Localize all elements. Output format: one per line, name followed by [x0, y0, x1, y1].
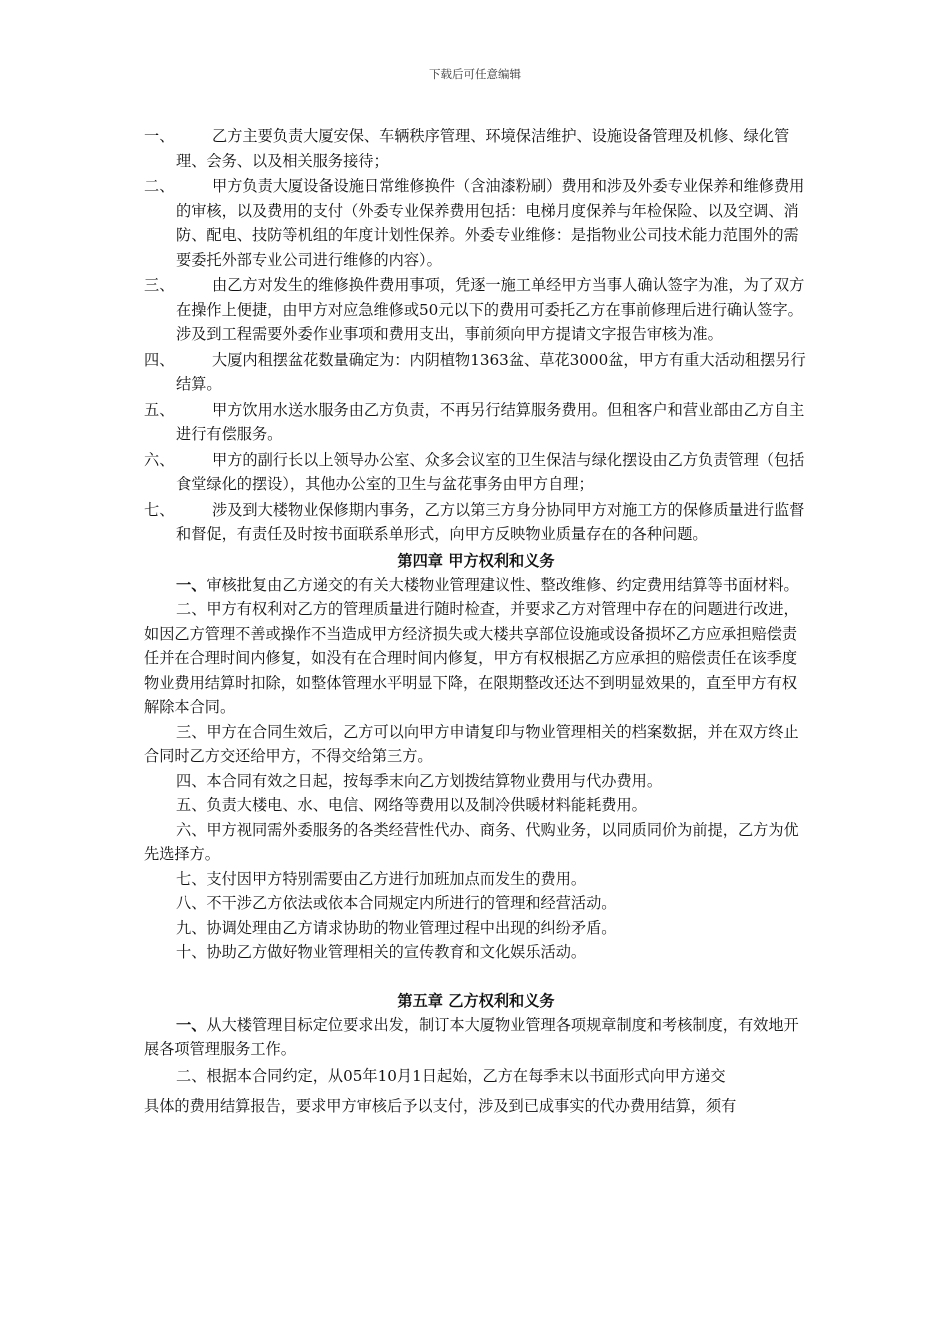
clause-rest: 绿化管理、会务、以及相关服务接待；: [176, 127, 790, 170]
chapter-5-paragraph: 二、根据本合同约定，从05年10月1日起始，乙方在每季末以书面形式向甲方递交: [176, 1066, 726, 1085]
paragraph-text: 从大楼管理目标定位要求出发，制订本大厦物业管理各项规章制度和考核制度，有效地开展各项管理服务工作。: [144, 1015, 799, 1058]
clause-number: 三、: [144, 276, 175, 294]
chapter-4-paragraph: 十、协助乙方做好物业管理相关的宣传教育和文化娱乐活动。: [176, 943, 587, 961]
paragraph-lead: 一、: [176, 1015, 207, 1034]
clause-first-line: 涉及到大楼物业保修期内事务，乙方以第三方身分协同甲方对施工方的保修质量: [212, 500, 744, 519]
document-body: [144, 124, 808, 1118]
chapter-4-paragraph: 九、协调处理由乙方请求协助的物业管理过程中出现的纠纷矛盾。: [176, 918, 617, 937]
clause-item: [144, 348, 808, 397]
clause-number: 五、: [144, 400, 175, 419]
clause-rest: 租摆另行结算。: [176, 350, 806, 393]
chapter-4-paragraph: 二、甲方有权利对乙方的管理质量进行随时检查，并要求乙方对管理中存在的问题进行改进，如因乙方管理不善或操作不当造成甲方经济损失或大楼共享部位设施或设备损坏乙方应承担赔偿责任并在合理时间内修复，如没有在合理时间内修复，甲方有权根据乙方应承担的赔偿责任在该季度物业费用结算时扣除，如整体管理水平明显下降，在限期整改还达不到明显效果的，直至甲方有权解除本合同。: [144, 600, 799, 716]
chapter-4-paragraph: [144, 573, 808, 598]
clause-item: [144, 498, 808, 547]
clause-item: [144, 448, 808, 497]
clause-first-line: 甲方的副行长以上领导办公室、众多会议室的卫生保洁与绿化摆设由乙方负责管理: [212, 450, 759, 469]
chapter-4-paragraph: 四、本合同有效之日起，按每季末向乙方划拨结算物业费用与代办费用。: [176, 771, 662, 790]
clause-rest: 维修费用的审核，以及费用的支付（外委专业保养费用包括：电梯月度保养与年检保险、以及空调、消防、配电、技防等机组的年度计划性保养。外委专业维修：是指物业公司技术能力范围外的需要委托外部专业公司进行维修的内容）。: [176, 177, 805, 269]
clause-rest: （包括食堂绿化的摆设），其他办公室的卫生与盆花事务由甲方自理；: [176, 450, 805, 493]
clause-item: [144, 124, 808, 173]
clause-rest: 进行监督和督促，有责任及时按书面联系单形式，向甲方反映物业质量存在的各种问题。: [176, 500, 805, 543]
chapter-5-title: 第五章 乙方权利和义务: [397, 991, 555, 1010]
chapter-4-paragraph: 六、甲方视同需外委服务的各类经营性代办、商务、代购业务，以同质同价为前提，乙方为优先选择方。: [144, 820, 799, 863]
clause-item: [144, 273, 808, 347]
clause-item: [144, 398, 808, 447]
chapter-5-paragraph: [144, 1013, 808, 1062]
clause-number: 四、: [144, 350, 175, 369]
page-header: 下载后可任意编辑: [429, 67, 521, 81]
clause-number: 七、: [144, 500, 175, 519]
clause-number: 一、: [144, 127, 175, 145]
clause-first-line: 乙方主要负责大厦安保、车辆秩序管理、环境保洁维护、设施设备管理及机修、: [212, 127, 744, 145]
chapter-4-paragraph: 五、负责大楼电、水、电信、网络等费用以及制冷供暖材料能耗费用。: [176, 796, 647, 814]
clause-list: [144, 124, 808, 547]
chapter-4-title: 第四章 甲方权利和义务: [397, 551, 555, 570]
clause-rest: 为了双方在操作上便捷，由甲方对应急维修或50元以下的费用可委托乙方在事前修理后进行确认签字。涉及到工程需要外委作业事项和费用支出，事前须向甲方提请文字报告审核为准。: [176, 276, 805, 343]
clause-first-line: 大厦内租摆盆花数量确定为：内阴植物1363盆、草花3000盆，甲方有重大活动: [212, 350, 745, 369]
paragraph-text: 审核批复由乙方递交的有关大楼物业管理建议性、整改维修、约定费用结算等书面材料。: [206, 575, 799, 594]
clause-first-line: 甲方饮用水送水服务由乙方负责，不再另行结算服务费用。但租客户和营业部由: [212, 400, 744, 419]
clause-first-line: 由乙方对发生的维修换件费用事项，凭逐一施工单经甲方当事人确认签字为准，: [212, 276, 744, 294]
chapter-4-paragraph: 三、甲方在合同生效后，乙方可以向甲方申请复印与物业管理相关的档案数据，并在双方终止合同时乙方交还给甲方，不得交给第三方。: [144, 722, 799, 765]
clause-rest: 乙方自主进行有偿服务。: [176, 400, 805, 443]
clause-number: 二、: [144, 177, 175, 195]
chapter-4-paragraph: 七、支付因甲方特别需要由乙方进行加班加点而发生的费用。: [176, 869, 587, 888]
chapter-5-paragraph-continued: 具体的费用结算报告，要求甲方审核后予以支付，涉及到已成事实的代办费用结算，须有: [144, 1096, 737, 1115]
clause-number: 六、: [144, 450, 175, 469]
clause-first-line: 甲方负责大厦设备设施日常维修换件（含油漆粉刷）费用和涉及外委专业保养和: [212, 177, 744, 195]
clause-item: [144, 174, 808, 272]
chapter-4-paragraph: 八、不干涉乙方依法或依本合同规定内所进行的管理和经营活动。: [176, 894, 617, 912]
paragraph-lead: 一、: [176, 575, 207, 594]
